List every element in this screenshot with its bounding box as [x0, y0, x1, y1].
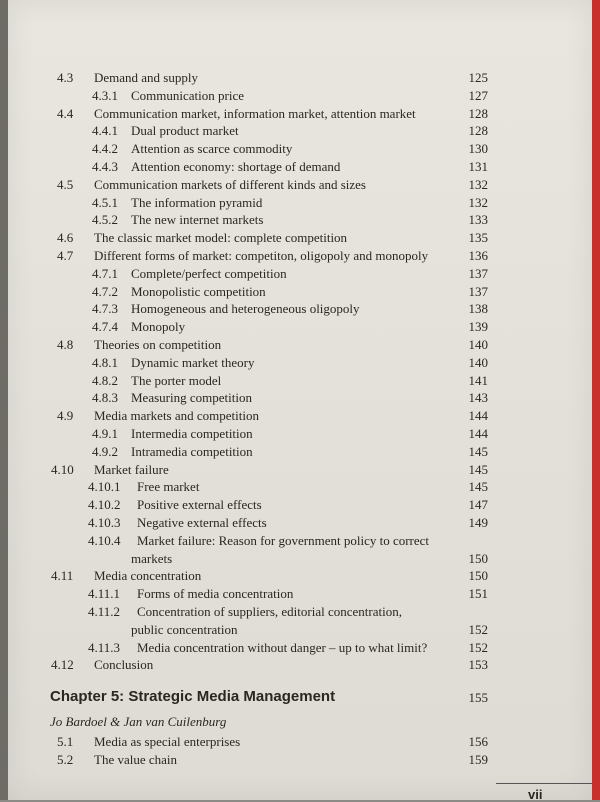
entry-number: 4.5 [57, 176, 74, 192]
entry-title: Theories on competition [94, 337, 222, 352]
entry-page: 144 [468, 408, 488, 424]
entry-number: 4.3.1 [92, 87, 118, 103]
entry-number: 5.2 [57, 752, 74, 767]
toc-entry [8, 622, 592, 640]
toc-entry [8, 301, 592, 319]
entry-title: Dynamic market theory [131, 354, 255, 370]
entry-page: 128 [468, 105, 488, 121]
book-edge-stripe [592, 0, 600, 800]
footer-rule [496, 783, 592, 784]
entry-title: Forms of media concentration [137, 586, 294, 602]
entry-number: 4.9.2 [92, 443, 118, 459]
toc-entry [8, 604, 592, 622]
entry-page: 133 [468, 212, 488, 228]
adjacent-page-edge [0, 0, 8, 800]
toc-entry [8, 390, 592, 408]
entry-title: Demand and supply [94, 70, 198, 85]
entry-number: 4.4 [57, 105, 74, 121]
entry-title: Media concentration [94, 568, 202, 584]
entry-page: 136 [468, 248, 488, 263]
entry-title: The new internet markets [131, 212, 264, 228]
entry-title: Monopolistic competition [131, 283, 266, 299]
entry-title: Negative external effects [137, 515, 267, 530]
toc-entry [8, 497, 592, 515]
toc-entry [8, 657, 592, 675]
page-number: vii [528, 787, 543, 802]
entry-title: Dual product market [131, 123, 239, 139]
entry-page: 150 [468, 550, 488, 566]
entry-number: 4.7.3 [92, 301, 118, 317]
toc-entry [8, 533, 592, 551]
entry-page: 140 [468, 354, 488, 370]
entry-page: 144 [468, 426, 488, 441]
toc-entry [8, 479, 592, 497]
toc-entry [8, 177, 592, 195]
toc-entry [8, 195, 592, 213]
entry-page: 138 [468, 301, 488, 317]
entry-number: 4.11.1 [88, 586, 121, 602]
entry-number: 4.11 [51, 568, 74, 584]
entry-title: The value chain [94, 752, 178, 767]
entry-page: 137 [468, 283, 488, 299]
entry-page: 132 [468, 194, 488, 210]
entry-title: Intramedia competition [131, 443, 253, 459]
entry-page: 153 [468, 657, 488, 673]
entry-number: 4.5.1 [92, 194, 118, 210]
entry-title: Positive external effects [137, 497, 262, 513]
entry-page: 131 [468, 159, 488, 174]
entry-number: 4.8 [57, 337, 74, 352]
entry-number: 4.10.3 [88, 515, 121, 530]
toc-entry [8, 88, 592, 106]
entry-number: 4.11.3 [88, 639, 121, 655]
entry-title: Concentration of suppliers, editorial concentration, [137, 604, 402, 619]
entry-title: Media markets and competition [94, 408, 259, 424]
entry-page: 128 [468, 123, 488, 139]
entry-number: 4.6 [57, 230, 74, 246]
entry-title: Market failure: Reason for government policy to correct [137, 532, 430, 548]
entry-title: Conclusion [94, 657, 154, 673]
toc-entry [8, 462, 592, 480]
toc-entry [8, 123, 592, 141]
toc-entry [8, 284, 592, 302]
toc-entry [8, 355, 592, 373]
entry-title: Monopoly [131, 319, 186, 335]
toc-entry [8, 373, 592, 391]
toc-entry [8, 337, 592, 355]
entry-page: 140 [468, 337, 488, 352]
entry-number: 4.11.2 [88, 604, 121, 619]
entry-page: 156 [468, 734, 488, 749]
toc-entry [8, 426, 592, 444]
entry-title: The porter model [131, 372, 222, 388]
entry-page: 145 [468, 461, 488, 477]
entry-number: 4.4.2 [92, 141, 118, 157]
entry-number: 4.7.1 [92, 265, 118, 281]
entry-number: 4.4.3 [92, 159, 118, 174]
entry-page: 152 [468, 639, 488, 655]
entry-title: The classic market model: complete competition [94, 230, 348, 246]
entry-page: 152 [468, 621, 488, 637]
toc-entry [8, 568, 592, 586]
toc-entry [8, 734, 592, 752]
entry-title: Measuring competition [131, 390, 252, 406]
entry-title: Media as special enterprises [94, 734, 241, 749]
toc-entry [8, 586, 592, 604]
book-page [8, 0, 592, 800]
toc-entry [8, 70, 592, 88]
entry-title: Communication price [131, 87, 245, 103]
entry-number: 4.9.1 [92, 426, 118, 441]
entry-number: 4.10.4 [88, 532, 121, 548]
entry-title: Market failure [94, 461, 169, 477]
entry-number: 4.5.2 [92, 212, 118, 228]
toc-entry [8, 230, 592, 248]
toc-entry [8, 319, 592, 337]
toc-entry [8, 248, 592, 266]
entry-number: 5.1 [57, 734, 74, 749]
entry-title: Attention economy: shortage of demand [131, 159, 341, 174]
entry-title: The information pyramid [131, 194, 263, 210]
entry-title: Intermedia competition [131, 426, 253, 441]
entry-title: Media concentration without danger – up to what limit? [137, 639, 428, 655]
entry-number: 4.4.1 [92, 123, 118, 139]
entry-number: 4.7 [57, 248, 74, 263]
toc-entry [8, 212, 592, 230]
entry-number: 4.10.2 [88, 497, 121, 513]
entry-number: 4.8.1 [92, 354, 118, 370]
entry-title: Different forms of market: competiton, oligopoly and monopoly [94, 248, 429, 263]
toc-entry [8, 106, 592, 124]
toc-entry [8, 515, 592, 533]
entry-page: 127 [468, 87, 488, 103]
entry-page: 139 [468, 319, 488, 335]
toc-entry [8, 141, 592, 159]
entry-page: 132 [468, 176, 488, 192]
entry-page: 135 [468, 230, 488, 246]
entry-page: 143 [468, 390, 488, 406]
entry-number: 4.10.1 [88, 479, 121, 495]
entry-page: 145 [468, 443, 488, 459]
entry-number: 4.7.4 [92, 319, 118, 335]
entry-number: 4.7.2 [92, 283, 118, 299]
entry-number: 4.10 [51, 461, 74, 477]
chapter-heading: Chapter 5: Strategic Media Management [50, 688, 336, 705]
entry-title: Complete/perfect competition [131, 265, 287, 281]
toc-entry [8, 159, 592, 177]
entry-number: 4.8.2 [92, 372, 118, 388]
entry-page: 145 [468, 479, 488, 495]
entry-title: Attention as scarce commodity [131, 141, 293, 157]
entry-page: 130 [468, 141, 488, 157]
entry-number: 4.8.3 [92, 390, 118, 406]
entry-title: Communication market, information market, attention market [94, 105, 416, 121]
table-of-contents [8, 0, 592, 800]
entry-title: Homogeneous and heterogeneous oligopoly [131, 301, 360, 317]
toc-entry [8, 640, 592, 658]
toc-entry [8, 551, 592, 569]
toc-entry [8, 266, 592, 284]
entry-title: public concentration [131, 621, 238, 637]
chapter-page-number: 155 [468, 690, 488, 705]
entry-page: 150 [468, 568, 488, 584]
entry-page: 125 [468, 70, 488, 85]
entry-page: 147 [468, 497, 488, 513]
entry-title: Communication markets of different kinds and sizes [94, 176, 366, 192]
toc-entry [8, 408, 592, 426]
toc-entry [8, 444, 592, 462]
chapter-authors: Jo Bardoel & Jan van Cuilenburg [50, 714, 227, 729]
entry-page: 141 [468, 372, 488, 388]
entry-page: 149 [468, 515, 488, 530]
entry-page: 159 [468, 752, 488, 767]
entry-page: 151 [468, 586, 488, 602]
entry-title: Free market [137, 479, 200, 495]
entry-number: 4.9 [57, 408, 74, 424]
entry-number: 4.3 [57, 70, 74, 85]
entry-page: 137 [468, 265, 488, 281]
toc-entry [8, 752, 592, 770]
entry-number: 4.12 [51, 657, 74, 673]
entry-title: markets [131, 550, 173, 566]
